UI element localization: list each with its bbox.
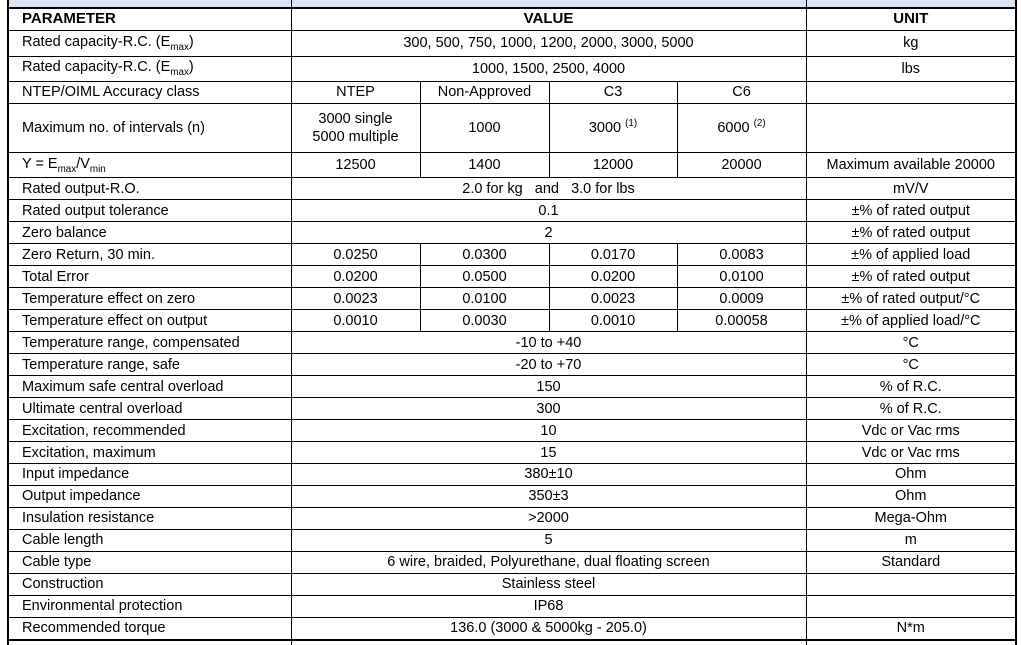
row-total-error xyxy=(8,266,1016,288)
parameter-cell: Total Error xyxy=(8,266,291,288)
row-rated-capacity-lbs xyxy=(8,56,1016,82)
cutoff-cell xyxy=(806,640,1016,645)
unit-cell: Mega-Ohm xyxy=(806,508,1016,530)
value-cell-ntep: 0.0250 xyxy=(291,244,420,266)
row-cable-length xyxy=(8,529,1016,551)
value-cell: 5 xyxy=(291,529,806,551)
unit-cell: Vdc or Vac rms xyxy=(806,420,1016,442)
header-value: VALUE xyxy=(291,8,806,31)
unit-cell: ±% of rated output xyxy=(806,200,1016,222)
unit-cell: % of R.C. xyxy=(806,398,1016,420)
cutoff-cell xyxy=(8,0,291,8)
row-construction xyxy=(8,573,1016,595)
row-zero-balance xyxy=(8,222,1016,244)
parameter-cell: Excitation, maximum xyxy=(8,442,291,464)
parameter-cell: Cable length xyxy=(8,529,291,551)
parameter-cell: Temperature effect on output xyxy=(8,310,291,332)
value-cell-c3: 0.0200 xyxy=(549,266,677,288)
value-cell-non-approved: 1000 xyxy=(420,103,549,152)
value-cell: IP68 xyxy=(291,595,806,617)
parameter-cell: Temperature range, safe xyxy=(8,354,291,376)
table-header-row xyxy=(8,8,1016,31)
value-cell-ntep: 0.0200 xyxy=(291,266,420,288)
parameter-cell: Maximum no. of intervals (n) xyxy=(8,103,291,152)
value-cell-c6: 6000 $^{(2)}$ xyxy=(677,103,806,152)
value-cell: >2000 xyxy=(291,508,806,530)
parameter-cell: Maximum safe central overload xyxy=(8,376,291,398)
row-cable-type xyxy=(8,551,1016,573)
value-cell-non-approved: 0.0500 xyxy=(420,266,549,288)
value-cell: 300, 500, 750, 1000, 1200, 2000, 3000, 5000 xyxy=(291,31,806,57)
value-cell: 136.0 (3000 & 5000kg - 205.0) xyxy=(291,617,806,640)
unit-cell: Ohm xyxy=(806,464,1016,486)
value-cell: -10 to +40 xyxy=(291,332,806,354)
row-insulation-resistance xyxy=(8,508,1016,530)
value-cell: 6 wire, braided, Polyurethane, dual floating screen xyxy=(291,551,806,573)
value-cell: 150 xyxy=(291,376,806,398)
unit-cell: m xyxy=(806,529,1016,551)
row-temp-effect-zero xyxy=(8,288,1016,310)
row-rated-output-tolerance xyxy=(8,200,1016,222)
unit-cell: °C xyxy=(806,332,1016,354)
row-y-emax-vmin xyxy=(8,152,1016,178)
parameter-cell: Temperature range, compensated xyxy=(8,332,291,354)
unit-cell xyxy=(806,595,1016,617)
value-cell-c6: 20000 xyxy=(677,152,806,178)
value-cell-c3: 12000 xyxy=(549,152,677,178)
unit-cell: Vdc or Vac rms xyxy=(806,442,1016,464)
cutoff-cell xyxy=(291,640,806,645)
value-cell: 2.0 for kg and 3.0 for lbs xyxy=(291,178,806,200)
row-zero-return xyxy=(8,244,1016,266)
value-cell-c3: 0.0023 xyxy=(549,288,677,310)
value-cell: 1000, 1500, 2500, 4000 xyxy=(291,56,806,82)
value-cell: -20 to +70 xyxy=(291,354,806,376)
parameter-cell: Rated output tolerance xyxy=(8,200,291,222)
value-cell-c6: 0.0009 xyxy=(677,288,806,310)
value-cell-c3: 0.0170 xyxy=(549,244,677,266)
value-cell: 300 xyxy=(291,398,806,420)
row-environmental-protection xyxy=(8,595,1016,617)
row-max-safe-central-overload xyxy=(8,376,1016,398)
cutoff-cell xyxy=(8,640,291,645)
value-cell-non-approved: 0.0030 xyxy=(420,310,549,332)
unit-cell: kg xyxy=(806,31,1016,57)
cutoff-cell xyxy=(291,0,806,8)
parameter-cell: Temperature effect on zero xyxy=(8,288,291,310)
parameter-cell: NTEP/OIML Accuracy class xyxy=(8,82,291,104)
unit-cell: °C xyxy=(806,354,1016,376)
unit-cell: ±% of rated output xyxy=(806,222,1016,244)
unit-cell: % of R.C. xyxy=(806,376,1016,398)
cutoff-cell xyxy=(806,0,1016,8)
header-unit: UNIT xyxy=(806,8,1016,31)
parameter-cell: Zero Return, 30 min. xyxy=(8,244,291,266)
row-input-impedance xyxy=(8,464,1016,486)
parameter-cell: Rated capacity-R.C. $(E_{max})$ xyxy=(8,56,291,82)
value-cell-non-approved: Non-Approved xyxy=(420,82,549,104)
row-excitation-maximum xyxy=(8,442,1016,464)
parameter-cell: Ultimate central overload xyxy=(8,398,291,420)
row-accuracy-class xyxy=(8,82,1016,104)
parameter-cell: Cable type xyxy=(8,551,291,573)
row-output-impedance xyxy=(8,486,1016,508)
value-cell-c6: 0.00058 xyxy=(677,310,806,332)
row-rated-capacity-kg xyxy=(8,31,1016,57)
row-ultimate-central-overload xyxy=(8,398,1016,420)
specification-table xyxy=(7,0,1017,645)
header-parameter: PARAMETER xyxy=(8,8,291,31)
row-recommended-torque xyxy=(8,617,1016,640)
unit-cell: ±% of rated output/°C xyxy=(806,288,1016,310)
parameter-cell: Input impedance xyxy=(8,464,291,486)
unit-cell xyxy=(806,103,1016,152)
row-temp-effect-output xyxy=(8,310,1016,332)
value-cell-c3: C3 xyxy=(549,82,677,104)
value-cell-c6: 0.0083 xyxy=(677,244,806,266)
row-max-intervals xyxy=(8,103,1016,152)
value-cell: 350±3 xyxy=(291,486,806,508)
value-cell-ntep: 12500 xyxy=(291,152,420,178)
value-cell-c6: 0.0100 xyxy=(677,266,806,288)
parameter-cell: Construction xyxy=(8,573,291,595)
value-cell-ntep: 0.0023 xyxy=(291,288,420,310)
unit-cell: ±% of applied load xyxy=(806,244,1016,266)
row-temp-range-compensated xyxy=(8,332,1016,354)
value-cell: 380±10 xyxy=(291,464,806,486)
row-temp-range-safe xyxy=(8,354,1016,376)
value-cell-c3: 3000 $^{(1)}$ xyxy=(549,103,677,152)
row-excitation-recommended xyxy=(8,420,1016,442)
row-rated-output xyxy=(8,178,1016,200)
unit-cell: N*m xyxy=(806,617,1016,640)
parameter-cell: Zero balance xyxy=(8,222,291,244)
parameter-cell: Excitation, recommended xyxy=(8,420,291,442)
parameter-cell: Recommended torque xyxy=(8,617,291,640)
unit-cell xyxy=(806,82,1016,104)
parameter-cell: Rated capacity-R.C. $(E_{max})$ xyxy=(8,31,291,57)
value-cell: 10 xyxy=(291,420,806,442)
parameter-cell: Insulation resistance xyxy=(8,508,291,530)
unit-cell: Ohm xyxy=(806,486,1016,508)
value-cell-ntep: NTEP xyxy=(291,82,420,104)
unit-cell: ±% of rated output xyxy=(806,266,1016,288)
unit-cell: Maximum available 20000 xyxy=(806,152,1016,178)
value-cell-non-approved: 0.0100 xyxy=(420,288,549,310)
parameter-cell: Rated output-R.O. xyxy=(8,178,291,200)
value-cell: 15 xyxy=(291,442,806,464)
value-cell-non-approved: 0.0300 xyxy=(420,244,549,266)
unit-cell: mV/V xyxy=(806,178,1016,200)
value-cell: Stainless steel xyxy=(291,573,806,595)
value-cell-c6: C6 xyxy=(677,82,806,104)
parameter-cell: Output impedance xyxy=(8,486,291,508)
value-cell-non-approved: 1400 xyxy=(420,152,549,178)
cutoff-row-bottom xyxy=(8,640,1016,645)
parameter-cell: Environmental protection xyxy=(8,595,291,617)
unit-cell: Standard xyxy=(806,551,1016,573)
value-cell-ntep: 0.0010 xyxy=(291,310,420,332)
value-cell: 0.1 xyxy=(291,200,806,222)
unit-cell xyxy=(806,573,1016,595)
value-cell-ntep: 3000 single 5000 multiple xyxy=(291,103,420,152)
unit-cell: lbs xyxy=(806,56,1016,82)
parameter-cell: $Y = E_{max}/V_{min}$ xyxy=(8,152,291,178)
unit-cell: ±% of applied load/°C xyxy=(806,310,1016,332)
value-cell: 2 xyxy=(291,222,806,244)
value-cell-c3: 0.0010 xyxy=(549,310,677,332)
cutoff-row-top xyxy=(8,0,1016,8)
